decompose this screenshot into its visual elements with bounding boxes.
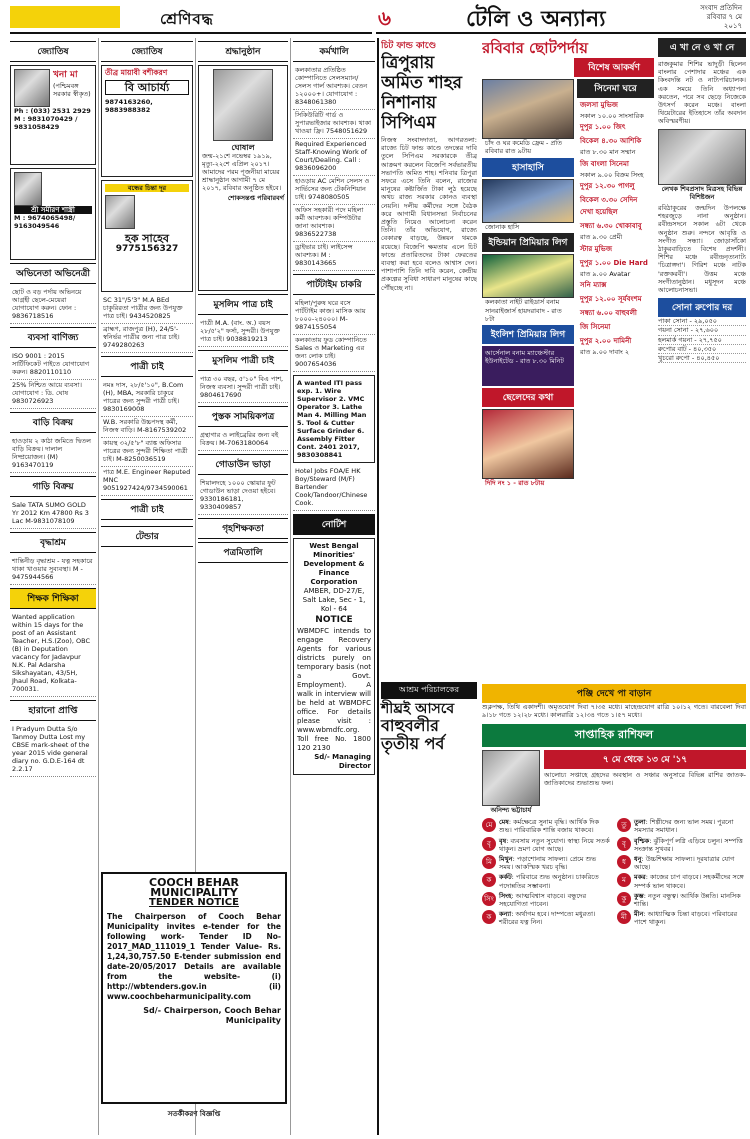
schedule-item: সকাল ১০.০০ সাংসারিক xyxy=(580,112,644,120)
channel-name: দুপুর ১.০০ জিৎ xyxy=(580,123,626,132)
rashi-text: উচ্চশিক্ষায় সাফল্য। দূরযাত্রার যোগ আছে। xyxy=(634,855,735,872)
astrologer-name: হক সাহেব xyxy=(124,232,170,245)
classified-box: A wanted ITI pass exp. 1. Wire Supervisor 2. VMC Operator 3. Lathe Man 4. Milling Man 5. Tool & Cutter Surface Grinder 6. Assembly Fitter Cont. 2401 2017, 9830308841 xyxy=(293,375,375,463)
classified-item: ISO 9001 : 2015 সার্টিফিকেট পাইতে যোগাযোগ করুন। 8820110110 xyxy=(10,351,96,380)
rashi-list xyxy=(482,818,746,928)
rashi-item: বৃ বৃশ্চিক: ঝুঁকিপূর্ণ লগ্নি এড়িয়ে চলুন। সম্পত্তি সংক্রান্ত সুখবর। xyxy=(617,837,746,853)
classified-item: ছোট ও বড় পর্দায় অভিনয়ে আগ্রহী ছেলে-মেয়েরা যোগাযোগ করুন। ফোন : 9836718516 xyxy=(10,287,96,324)
rashi-text: অর্থাগম হবে। দাম্পত্যে মধুরতা। শরীরের যত্ন নিন। xyxy=(499,910,596,927)
rashi-name: বৃশ্চিক xyxy=(634,836,650,845)
rashi-item: মি মিথুন: পড়াশোনায় সাফল্য। প্রেমে শুভ সময়। আকস্মিক খরচ বৃদ্ধি। xyxy=(482,855,611,871)
classified-column-4 xyxy=(293,38,375,1135)
story-headline: বাহুবলীর তৃতীয় পর্ব xyxy=(381,716,445,753)
notice-org: West Bengal Minorities' Development & Finance Corporation xyxy=(303,542,365,586)
rashi-item: ক কন্যা: অর্থাগম হবে। দাম্পত্যে মধুরতা। শরীরের যত্ন নিন। xyxy=(482,910,611,926)
rashi-name: মেষ xyxy=(499,818,509,827)
rashi-item: মী মীন: আধ্যাত্মিক চিন্তা বাড়বে। পরিবারের পাশে থাকুন। xyxy=(617,910,746,926)
astrologer-name: অনিন্দ্য ভট্টাচার্য xyxy=(490,806,532,814)
classified-item: ব্রাহ্মণ, রাজপুত্র (H), 24/5'-স্বনির্ভর পাত্রীর জন্য পাত্র চাই। 9749280263 xyxy=(101,324,193,353)
notice-address: AMBER, DD-27/E, Salt Lake, Sec - 1, Kol - 64 xyxy=(302,587,366,613)
channel-name: সন্ধ্যা ৬.০০ বাহুবলী xyxy=(580,309,637,318)
section-heading: গোডাউন ভাড়া xyxy=(198,454,288,475)
side-caption: লেখক শিবপ্রসাদ মিত্রসহ বিভিন্ন বিশিষ্টজন xyxy=(661,184,743,201)
rashi-text: ব্যবসায় নতুন সুযোগ। স্বাস্থ্য নিয়ে সতর্ক থাকুন। ভ্রমণ যোগ আছে। xyxy=(499,836,610,853)
tender-notice xyxy=(101,872,287,1104)
astrologer-name: খনা মা xyxy=(53,70,78,80)
tele-title: টেলি ও অন্যান্য xyxy=(466,7,606,32)
rashi-name: তুলা xyxy=(634,818,646,827)
issue-date: সংবাদ প্রতিদিন রবিবার ৭ মে ২০১৭ xyxy=(700,4,742,30)
side-column xyxy=(658,38,746,678)
tv-banner: রবিবার ছোটপর্দায় xyxy=(482,39,589,57)
obituary-text: জন্ম-২১শে নভেম্বর ১৯১৯, মৃত্যু-২২শে এপ্রিল ২০১৭। আমাদের পরম পূজনীয়া মায়ের শ্রাদ্ধানুষ্ঠান আগামী ৭ মে ২০১৭, রবিবার অনুষ্ঠিত হইবে। xyxy=(202,152,282,192)
schedule-item: রাত ৮.৩০ মান সম্মান xyxy=(580,148,636,157)
gold-price-item: গয়না সোনা - ২৭,৬০০ xyxy=(658,326,746,335)
rashi-name: সিংহ xyxy=(499,891,512,900)
zodiac-icon: সিং xyxy=(482,892,496,906)
gold-price-list xyxy=(658,317,746,363)
section-heading: পার্টটাইম চাকরি xyxy=(293,274,375,295)
side-events: রবিঠাকুরের জন্মদিন উপলক্ষে শহরজুড়ে নানা অনুষ্ঠান। রবীন্দ্রসদনে সকাল ৬টা থেকে অনুষ্ঠান শুরু। নন্দনে আবৃত্তি ও সংগীত সন্ধ্যা। জোড়াসাঁকো ঠাকুরবাড়িতে বিশেষ প্রদর্শনী। শিশির মঞ্চে রবীন্দ্রনৃত্যনাট্য 'চিত্রাঙ্গদা'। গিরিশ মঞ্চে নাটক 'রক্তকরবী'। উত্তম মঞ্চে সংগীতানুষ্ঠান। মধুসূদন মঞ্চে আলোচনাসভা। xyxy=(658,204,746,295)
section-heading: জ্যোতিষ xyxy=(10,41,96,62)
channel-name: সন্ধ্যা ৬.৩০ খোকাবাবু xyxy=(580,222,642,231)
zodiac-icon: ক xyxy=(482,873,496,887)
rashi-name: কন্যা xyxy=(499,910,512,919)
classified-item: 25% নিশ্চিত আয়ে ব্যবসা। যোগাযোগ : ডি. ঘোষ 9830726923 xyxy=(10,380,96,409)
rashi-text: পরিবারে শুভ অনুষ্ঠান। চাকরিতে পদোন্নতির সম্ভাবনা। xyxy=(499,873,599,890)
gold-price-item: হলমার্ক গয়না - ২৭,৭৫০ xyxy=(658,336,746,345)
section-heading: শ্রদ্ধানুষ্ঠান xyxy=(198,41,288,62)
rashifal-intro: আলোচ্য সপ্তাহে গ্রহদের অবস্থান ও সঞ্চার অনুসারে বিভিন্ন রাশির জাতক-জাতিকাদের শুভাশুভ ফল। xyxy=(544,771,746,788)
schedule-item: রাত ৯.০০ Avatar xyxy=(580,269,631,278)
show-image xyxy=(482,79,574,139)
side-blurb: রাজকুমার শিশির ভাদুড়ী ছিলেন বাংলার পেশাদার মঞ্চের এক কিংবদন্তি নট ও নাট্যপরিচালক। এক সময়ে তিনি অধ্যাপনা করতেন, পরে সব ছেড়ে নিজেকে উৎসর্গ করেন মঞ্চে। বাংলা থিয়েটারের ইতিহাসে তাঁর অবদান অবিস্মরণীয়। xyxy=(658,60,746,126)
classified-item: শান্তিনীড় বৃদ্ধাশ্রম - যত্ন সহকারে থাকা খাওয়ার সুব্যবস্থা। M - 9475944566 xyxy=(10,556,96,585)
rashi-name: কুম্ভ xyxy=(634,891,644,900)
schedule-item: রাত ৯.০০ দাবাং ২ xyxy=(580,348,630,357)
section-heading: ছেলেদের কথা xyxy=(482,388,574,407)
side-photo xyxy=(658,129,746,185)
astrologer-phone: 9775156327 xyxy=(115,244,179,254)
zodiac-icon: বৃ xyxy=(617,837,631,851)
rashi-name: মীন xyxy=(634,910,644,919)
classified-item: গ্রন্থাগার ও লাইব্রেরির জন্য বই বিক্রয়। M-7063180064 xyxy=(198,430,288,451)
section-heading: ইংলিশ প্রিমিয়ার লিগ xyxy=(482,325,574,344)
rashi-item: বৃ বৃষ: ব্যবসায় নতুন সুযোগ। স্বাস্থ্য নিয়ে সতর্ক থাকুন। ভ্রমণ যোগ আছে। xyxy=(482,837,611,853)
astrologer-phone: 9874163260, 9883988382 xyxy=(105,98,153,114)
show-image xyxy=(482,409,574,479)
ad-tagline: বন্ধের চিন্তা দূর xyxy=(105,184,189,192)
schedule-list xyxy=(577,98,654,356)
zodiac-icon: তু xyxy=(617,818,631,832)
classified-item: নমঃ দাস, ২৮/৫'১০", B.Com (H), MBA, সরকারি চাকুরে পাত্রের জন্য সুন্দরী পাত্রী চাই। 9830169008 xyxy=(101,380,193,417)
astrologer-phone: Ph : (033) 2531 2929 xyxy=(14,107,91,115)
zodiac-icon: ধ xyxy=(617,855,631,869)
rashi-name: মকর xyxy=(634,873,646,882)
classified-item: SC 31"/5'3" M.A BEd চাকুরিরতা পাত্রীর জন্য উপযুক্ত পাত্র চাই। 9434520825 xyxy=(101,295,193,324)
section-heading: পাত্রী চাই xyxy=(101,499,193,520)
astrology-ad-2 xyxy=(10,168,96,260)
section-heading: পাত্রী চাই xyxy=(101,356,193,377)
schedule-item: রাত ৯.৩০ প্রেমী xyxy=(580,233,623,242)
zodiac-icon: ম xyxy=(617,873,631,887)
classified-item: পাত্র ৩০ বছর, ৫'১০" বিএ পাশ, নিজস্ব ব্যবসা। সুন্দরী পাত্রী চাই। 9804617690 xyxy=(198,374,288,403)
show-image xyxy=(482,179,574,223)
classified-item: Hotel Jobs FOA/E HK Boy/Steward (M/F) Bartender Cook/Tandoor/Chinese Cook. xyxy=(293,466,375,511)
column-rule xyxy=(290,38,291,1135)
astrologer-name: বি আচার্য্য xyxy=(105,80,189,95)
gold-price-item: পাকা সোনা - ২৯,০৫০ xyxy=(658,317,746,326)
notice-signature: Sd/- Managing Director xyxy=(314,753,371,770)
section-heading: টেন্ডার xyxy=(101,526,193,547)
section-heading: হাসাহাসি xyxy=(482,158,574,177)
column-rule xyxy=(98,38,99,1135)
astrologer-photo xyxy=(14,172,42,206)
classified-column-3 xyxy=(198,38,288,869)
classified-item: কলকাতার প্রতিষ্ঠিত কোম্পানিতে সেলসম্যান/ সেলস গার্ল আবশ্যক। বেতন ১২০০০+। যোগাযোগ : 8348061380 xyxy=(293,65,375,110)
rashi-item: কু কুম্ভ: নতুন বন্ধুত্ব। আর্থিক উন্নতি। মানসিক শান্তি। xyxy=(617,892,746,908)
rashi-item: ক কর্কট: পরিবারে শুভ অনুষ্ঠান। চাকরিতে পদোন্নতির সম্ভাবনা। xyxy=(482,873,611,889)
zodiac-icon: মে xyxy=(482,818,496,832)
section-heading: পুস্তক সাময়িকপত্র xyxy=(198,406,288,427)
section-heading: বাড়ি বিক্রয় xyxy=(10,412,96,433)
channel-name: সনি ম্যাক্স xyxy=(580,281,607,290)
channel-name: বিকেল ৪.৩০ আশিকি xyxy=(580,137,642,146)
rashi-name: ধনু xyxy=(634,855,642,864)
section-heading: গৃহশিক্ষকতা xyxy=(198,518,288,539)
rashi-text: আত্মবিশ্বাস বাড়বে। বন্ধুদের সহযোগিতা পাবেন। xyxy=(499,891,587,909)
channel-name: জলসা মুভিজ xyxy=(580,101,618,109)
classified-item: পাত্রী M.A. (বাং. অ.) বয়স ২৮/৫'২" ফর্সা, সুন্দরী। উপযুক্ত পাত্র চাই। 9038819213 xyxy=(198,318,288,347)
channel-name: জি বাংলা সিনেমা xyxy=(580,159,629,168)
classified-item: Sale TATA SUMO GOLD Yr 2012 Km 47800 Rs 3 Lac M-9831078109 xyxy=(10,500,96,529)
channel-name: দুপুর ১.০০ Die Hard xyxy=(580,258,648,267)
obituary-from: শোকসন্তপ্ত পরিবারবর্গ xyxy=(227,194,284,202)
tv-special-head: বিশেষ আকর্ষণ xyxy=(574,58,654,77)
notice-head: NOTICE xyxy=(315,615,353,625)
classified-item: হাওড়ায় ২ কাঠা জমিতে দ্বিতল বাড়ি বিক্রয়। দালাল নিষ্প্রয়োজন। (M) 9163470119 xyxy=(10,436,96,473)
gold-price-heading: সোনা রুপোর দর xyxy=(658,298,746,317)
tv-guide xyxy=(482,38,654,678)
panjika-box xyxy=(482,684,746,720)
deceased-name: ঘোষাল xyxy=(231,143,255,152)
side-heading: এ খা নে ও খা নে xyxy=(658,38,746,57)
show-caption: আর্সেনাল বনাম ম্যাঞ্চেস্টার ইউনাইটেড - রাত ৮.৩০ মিনিট xyxy=(482,346,574,386)
astrologer-tag: (পশ্চিমবঙ্গ সরকার স্বীকৃত) xyxy=(53,82,91,98)
schedule-item: সকাল ৯.০০ বিক্রম সিংহ xyxy=(580,170,644,179)
classified-column-1 xyxy=(10,38,96,1135)
classified-item: অফিস সহকারী পদে মহিলা কর্মী আবশ্যক। কম্পিউটার জানা আবশ্যক। 9836522738 xyxy=(293,205,375,242)
rashi-item: সিং সিংহ: আত্মবিশ্বাস বাড়বে। বন্ধুদের সহযোগিতা পাবেন। xyxy=(482,892,611,908)
show-caption: দিদি নং ১ - রাত ৮টায় xyxy=(485,479,545,488)
story-body: নিজস্ব সংবাদদাতা, আগরতলা: রাজ্যে চিট ফান্ড কাণ্ডে তদন্তের দাবি তুলে সিপিএম সরকারকে তীব্র আক্রমণ করলেন বিজেপি সর্বভারতীয় সভাপতি অমিত শাহ। শনিবার ত্রিপুরা সফরে এসে তিনি বলেন, রাজ্যের মানুষের কষ্টার্জিত টাকা লুঠ হয়েছে অথচ রাজ্য সরকার কোনও ব্যবস্থা নেয়নি। দলীয় কর্মীদের সঙ্গে বৈঠক করে আগামী বিধানসভা নির্বাচনের প্রস্তুতি নিয়েও আলোচনা করেন তিনি। তাঁর অভিযোগ, রাজ্যে বেকারত্ব বাড়ছে, উন্নয়ন থমকে রয়েছে। বিজেপি ক্ষমতায় এলে চিট ফান্ডে প্রতারিতদের টাকা ফেরতের ব্যবস্থা করা হবে বলেও আশ্বাস দেন। পাশাপাশি তিনি দাবি করেন, কেন্দ্রীয় প্রকল্পের সুবিধা সাধারণ মানুষের কাছে পৌঁছচ্ছে না। xyxy=(381,136,477,292)
panjika-heading: পঞ্জি দেখে পা বাড়ান xyxy=(482,684,746,703)
classified-item: কলকাতায় ফুড কোম্পানিতে Sales ও Marketing এর জন্য লোক চাই। 9007654036 xyxy=(293,335,375,372)
classified-item: ড্রাইভার চাই। লাইসেন্স আবশ্যক। M : 9830143665 xyxy=(293,242,375,271)
rashi-item: ম মকর: কাজের চাপ বাড়বে। সহকর্মীদের সঙ্গে সম্পর্ক ভাল থাকবে। xyxy=(617,873,746,889)
page-number: ৬ xyxy=(378,6,392,30)
warning-notice: সতর্কীকরণ বিজ্ঞপ্তি xyxy=(167,1110,221,1118)
rashi-item: তু তুলা: শিল্পীদের জন্য ভাল সময়। পুরনো সমস্যার সমাধান। xyxy=(617,818,746,834)
channel-name: দুপুর ২.০০ দামিনী xyxy=(580,337,632,346)
show-caption: কলকাতা নাইট রাইডার্স বনাম সানরাইজার্স হায়দরাবাদ - রাত ৮টা xyxy=(485,298,562,324)
classified-item: কায়স্থ ৩২/৫'৮" ব্যাঙ্ক অফিসার পাত্রের জন্য সুন্দরী শিক্ষিতা পাত্রী চাই। M-8250036519 xyxy=(101,438,193,467)
classified-item: সিকিউরিটি গার্ড ও সুপারভাইজার আবশ্যক। থাকা খাওয়া ফ্রি। 7548051629 xyxy=(293,110,375,139)
rashi-text: কাজের চাপ বাড়বে। সহকর্মীদের সঙ্গে সম্পর্ক ভাল থাকবে। xyxy=(634,873,744,890)
section-heading: ইন্ডিয়ান প্রিমিয়ার লিগ xyxy=(482,233,574,252)
section-heading: গাড়ি বিক্রয় xyxy=(10,476,96,497)
tv-show-list xyxy=(482,79,574,488)
classified-item: পাত্র M.E. Engineer Reputed MNC 9051927424/9734590061 xyxy=(101,467,193,496)
zodiac-icon: বৃ xyxy=(482,837,496,851)
obituary-ad xyxy=(198,65,288,291)
channel-name: দুপুর ১২.০০ সূর্যবংশম xyxy=(580,295,642,304)
rashi-name: কর্কট xyxy=(499,873,512,882)
rashi-item: ধ ধনু: উচ্চশিক্ষায় সাফল্য। দূরযাত্রার যোগ আছে। xyxy=(617,855,746,871)
show-caption: জোনাক হাসি xyxy=(485,222,520,231)
astrologer-photo xyxy=(14,69,50,107)
deceased-photo xyxy=(213,69,273,141)
baahubali-story xyxy=(381,682,477,753)
story-ad-head: আশ্রম পরিচালকের xyxy=(381,682,477,699)
section-heading: জ্যোতিষ xyxy=(101,41,193,62)
section-heading: ব্যবসা বাণিজ্য xyxy=(10,327,96,348)
ad-tagline: তীব্র মায়াবী বশীকরণ xyxy=(105,68,168,77)
rashi-text: ঝুঁকিপূর্ণ লগ্নি এড়িয়ে চলুন। সম্পত্তি সংক্রান্ত সুখবর। xyxy=(634,836,743,853)
gold-price-item: রুপোর বাট - ৪০,৩৫০ xyxy=(658,345,746,354)
channel-name: বিকেল ৩.৩০ সেদিন দেখা হয়েছিল xyxy=(580,196,638,217)
section-heading: শিক্ষক শিক্ষিকা xyxy=(10,588,96,609)
tender-body: The Chairperson of Cooch Behar Municipality invites e-tender for the following work- Tender ID No- 2017_MAD_111019_1 Tender Value- Rs. 1,24,30,757.50 E-tender submission end date-20/05/2017 Details are available from the website- (i) http://wbtenders.gov.in (ii) www.coochbeharmunicipality.com xyxy=(107,912,281,1001)
astrology-ad-2 xyxy=(101,180,193,292)
classified-header xyxy=(10,0,372,34)
rashi-text: আধ্যাত্মিক চিন্তা বাড়বে। পরিবারের পাশে থাকুন। xyxy=(634,910,738,927)
astrologer-name: শ্রী সমীরণ শাস্ত্রী xyxy=(14,206,92,214)
zodiac-icon: মী xyxy=(617,910,631,924)
rashi-text: নতুন বন্ধুত্ব। আর্থিক উন্নতি। মানসিক শান্তি। xyxy=(634,891,741,909)
show-image xyxy=(482,254,574,298)
channel-name: দুপুর ১২.৩০ পাগলু xyxy=(580,182,635,191)
classified-item: মহিলা/পুরুষ ঘরে বসে পার্টটাইম কাজ। মাসিক আয় ৮০০০-২৪০০০। M-9874155054 xyxy=(293,298,375,335)
astrologer-mobile: M : 9674065498/ 9163049546 xyxy=(14,214,76,230)
header-accent-bar xyxy=(10,6,120,28)
tender-org: COOCH BEHAR MUNICIPALITY xyxy=(149,876,239,899)
notice-body: WBMDFC intends to engage Recovery Agents for various districts purely on temporary basis (not a Govt. Employment). A walk in interview will be held at WBMDFC office. For details please visit : www.wbmdfc.org. Toll free No. 1800 120 2130 xyxy=(297,627,371,752)
section-heading: পত্রমিতালি xyxy=(198,542,288,563)
page-divider xyxy=(377,38,379,1135)
rashifal-heading: সাপ্তাহিক রাশিফল xyxy=(482,724,746,747)
section-heading: অভিনেতা অভিনেত্রী xyxy=(10,263,96,284)
classified-item: Required Experienced Staff-Knowing Work of Court/Dealing. Call : 9836096200 xyxy=(293,139,375,176)
classified-item: Wanted application within 15 days for the post of an Assistant Teacher, H.S.(Zoo), OBC (B) in Deputation vacancy for Jadavpur N.K. Pal Adarsha Sikshayatan, 43/5H, Jhaul Road, Kolkata-700031. xyxy=(10,612,96,697)
rashifal-box xyxy=(482,724,746,1134)
section-heading: মুসলিম পাত্রী চাই xyxy=(198,350,288,371)
rashi-name: বৃষ xyxy=(499,836,507,845)
astrologer-photo xyxy=(105,195,135,229)
astrology-ad xyxy=(10,65,96,165)
astrologer-photo xyxy=(482,750,540,806)
schedule-heading: সিনেমা ঘরে xyxy=(577,79,654,98)
story-kicker: শীঘ্রই আসবে xyxy=(381,701,455,717)
astrology-ad xyxy=(101,65,193,177)
story-kicker: চিট ফান্ড কাণ্ডে xyxy=(381,41,437,51)
rashi-item: মে মেষ: কর্মক্ষেত্রে সুনাম বৃদ্ধি। আর্থিক দিক শুভ। পারিবারিক শান্তি বজায় থাকবে। xyxy=(482,818,611,834)
zodiac-icon: কু xyxy=(617,892,631,906)
rashi-text: কর্মক্ষেত্রে সুনাম বৃদ্ধি। আর্থিক দিক শুভ। পারিবারিক শান্তি বজায় থাকবে। xyxy=(499,818,600,835)
show-caption: চাঁদ ও ঘর কমেডি ফ্রেম - প্রতি রবিবার রাত ৯টায় xyxy=(485,139,563,156)
news-column xyxy=(381,38,477,678)
classified-item: I Pradyum Dutta S/o Tanmoy Dutta Lost my CBSE mark-sheet of the year 2015 vide general diary no. G.D.E-164 dt 2.2.17 xyxy=(10,724,96,777)
gold-price-item: খুচরো রুপো - ৪০,৪৫০ xyxy=(658,354,746,363)
classified-title: শ্রেণিবদ্ধ xyxy=(160,10,214,28)
classified-item: হাওড়ায় AC মেশিন সেলস ও সার্ভিসের জন্য টেকনিশিয়ান চাই। 9748080505 xyxy=(293,176,375,205)
rashi-name: মিথুন xyxy=(499,855,513,864)
wbmdfc-notice xyxy=(293,538,375,775)
classified-item: W.B. সরকারি উচ্চপদস্থ কর্মী, নিজস্ব বাড়ি। M-8167539202 xyxy=(101,417,193,438)
rashi-text: পড়াশোনায় সাফল্য। প্রেমে শুভ সময়। আকস্মিক খরচ বৃদ্ধি। xyxy=(499,855,597,872)
week-range: ৭ মে থেকে ১৩ মে '১৭ xyxy=(544,750,746,769)
section-heading: কর্মখালি xyxy=(293,41,375,62)
section-heading: মুসলিম পাত্র চাই xyxy=(198,294,288,315)
panjika-body: শুক্লপক্ষ, তিথি একাদশী। অমৃতযোগ দিবা ৭।৩৫ মধ্যে। মাহেন্দ্রযোগ রাত্রি ১০।১২ গতে। বারবেলা দিবা ৯।১৮ গতে ১২।২৮ মধ্যে। কালরাত্রি ১২।৩৪ গতে ১।৫৭ মধ্যে। xyxy=(482,703,746,720)
section-heading: নোটিশ xyxy=(293,514,375,535)
section-heading: বৃদ্ধাশ্রম xyxy=(10,532,96,553)
channel-name: স্টার মুভিজ xyxy=(580,244,613,253)
section-heading: হারানো প্রাপ্তি xyxy=(10,700,96,721)
astrologer-mobile: M : 9831070429 / 9831058429 xyxy=(14,115,78,131)
classified-item: শিয়ালদহে ১০০০ স্কোয়ার ফুট গোডাউন ভাড়া দেওয়া হইবে। 9330186181, 9330409857 xyxy=(198,478,288,515)
story-headline: ত্রিপুরায় অমিত শাহর নিশানায় সিপিএম xyxy=(381,53,462,133)
channel-name: জি সিনেমা xyxy=(580,323,611,332)
zodiac-icon: মি xyxy=(482,855,496,869)
zodiac-icon: ক xyxy=(482,910,496,924)
rashi-text: শিল্পীদের জন্য ভাল সময়। পুরনো সমস্যার সমাধান। xyxy=(634,818,734,835)
tele-header xyxy=(376,0,746,34)
tender-title: TENDER NOTICE xyxy=(149,897,239,908)
tender-signature: Sd/- Chairperson, Cooch Behar Municipality xyxy=(143,1006,281,1025)
movie-schedule xyxy=(577,79,654,488)
